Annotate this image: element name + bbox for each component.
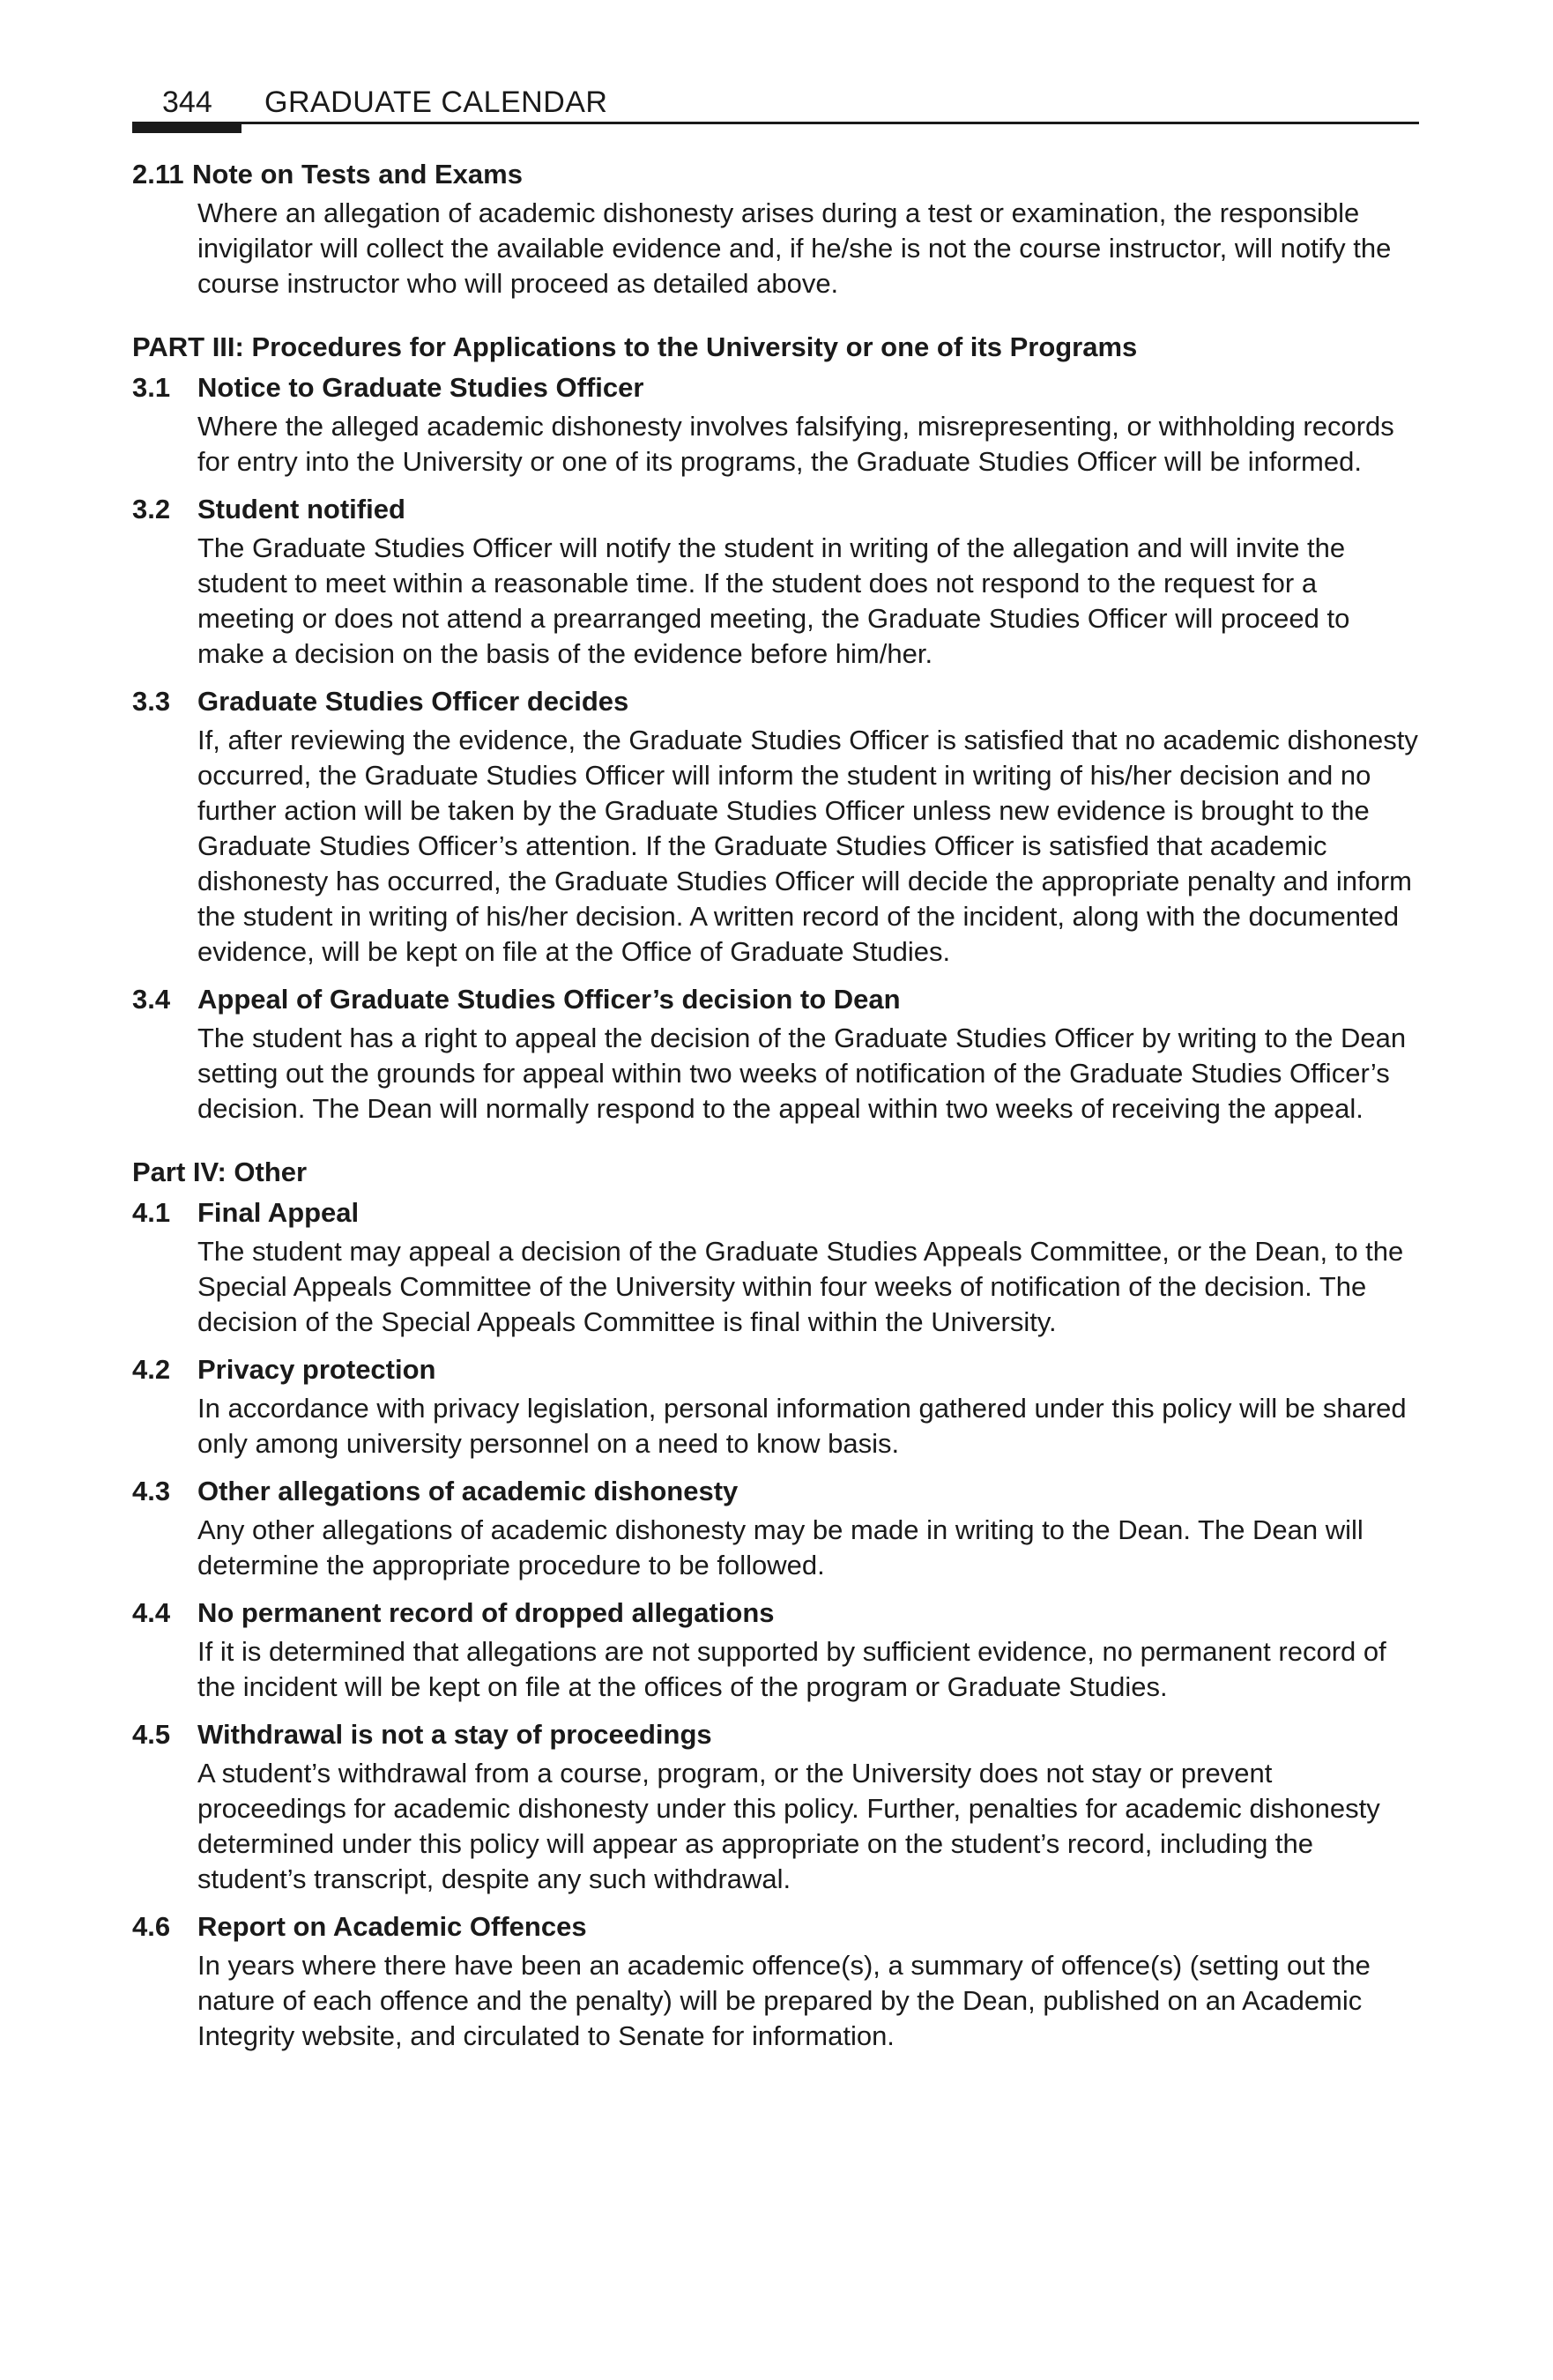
section-heading [132, 370, 1419, 405]
section-4-4 [132, 1595, 1419, 1705]
section-title: Graduate Studies Officer decides [197, 686, 629, 717]
section-3-3 [132, 684, 1419, 970]
section-number: 4.2 [132, 1354, 171, 1385]
section-title: Note on Tests and Exams [192, 159, 523, 190]
section-heading [132, 1352, 1419, 1387]
section-heading [132, 157, 1419, 192]
section-4-5 [132, 1717, 1419, 1897]
header-tab-bar [132, 124, 241, 133]
section-number: 3.2 [132, 494, 171, 524]
section-title: Final Appeal [197, 1197, 360, 1228]
section-body: Any other allegations of academic dishonesty may be made in writing to the Dean. The Dean will determine the appropriate procedure to be followed. [197, 1514, 1364, 1580]
section-3-4 [132, 982, 1419, 1127]
section-body: If it is determined that allegations are not supported by sufficient evidence, no permanent record of the incident will be kept on file at the offices of the program or Graduate Studies. [197, 1636, 1386, 1702]
section-title: Withdrawal is not a stay of proceedings [197, 1719, 712, 1750]
section-body: In years where there have been an academic offence(s), a summary of offence(s) (setting out the nature of each offence and the penalty) will be prepared by the Dean, published on an Academic Integrity website, and circulated to Senate for information. [197, 1950, 1371, 2051]
section-heading [132, 684, 1419, 719]
section-title: Report on Academic Offences [197, 1911, 587, 1942]
section-number: 3.1 [132, 372, 171, 403]
section-number: 4.4 [132, 1597, 171, 1628]
section-body: In accordance with privacy legislation, personal information gathered under this policy will be shared only among university personnel on a need to know basis. [197, 1393, 1407, 1459]
section-heading [132, 1195, 1419, 1231]
section-number: 3.4 [132, 984, 171, 1015]
section-2-11 [132, 157, 1419, 301]
page-number: 344 [162, 86, 212, 119]
section-heading [132, 1595, 1419, 1631]
section-heading [132, 982, 1419, 1017]
section-number: 3.3 [132, 686, 171, 717]
spacer [132, 314, 1419, 330]
section-4-3 [132, 1474, 1419, 1583]
section-title: No permanent record of dropped allegations [197, 1597, 775, 1628]
section-body: Where the alleged academic dishonesty involves falsifying, misrepresenting, or withholding records for entry into the University or one of its programs, the Graduate Studies Officer will be informed. [197, 411, 1394, 477]
section-body: A student’s withdrawal from a course, program, or the University does not stay or prevent proceedings for academic dishonesty under this policy. Further, penalties for academic dishonesty determined under this policy will appear as appropriate on the student’s record, including the student’s transcript, despite any such withdrawal. [197, 1758, 1380, 1894]
section-3-2 [132, 492, 1419, 672]
section-4-1 [132, 1195, 1419, 1340]
document-body [132, 157, 1419, 2066]
part-4-heading: Part IV: Other [132, 1157, 308, 1187]
calendar-title: GRADUATE CALENDAR [264, 86, 608, 119]
section-number: 4.1 [132, 1197, 171, 1228]
section-number: 2.11 [132, 159, 184, 190]
section-title: Notice to Graduate Studies Officer [197, 372, 644, 403]
section-heading [132, 492, 1419, 527]
section-number: 4.6 [132, 1911, 171, 1942]
running-header [132, 81, 1419, 123]
spacer [132, 1139, 1419, 1155]
section-body: The Graduate Studies Officer will notify the student in writing of the allegation and will invite the student to meet within a reasonable time. If the student does not respond to the request for a meeting or does not attend a prearranged meeting, the Graduate Studies Officer will proceed to make a decision on the basis of the evidence before him/her. [197, 532, 1350, 669]
section-body: The student has a right to appeal the decision of the Graduate Studies Officer by writing to the Dean setting out the grounds for appeal within two weeks of notification of the Graduate Studies Officer’s decision. The Dean will normally respond to the appeal within two weeks of receiving the appeal. [197, 1023, 1407, 1124]
section-title: Privacy protection [197, 1354, 436, 1385]
section-number: 4.5 [132, 1719, 171, 1750]
section-heading [132, 1474, 1419, 1509]
section-3-1 [132, 370, 1419, 480]
section-title: Appeal of Graduate Studies Officer’s decision to Dean [197, 984, 901, 1015]
section-number: 4.3 [132, 1476, 171, 1506]
section-title: Student notified [197, 494, 405, 524]
header-rule [132, 122, 1419, 124]
section-title: Other allegations of academic dishonesty [197, 1476, 739, 1506]
section-4-6 [132, 1909, 1419, 2054]
section-body: Where an allegation of academic dishonesty arises during a test or examination, the responsible invigilator will collect the available evidence and, if he/she is not the course instructor, will notify the course instructor who will proceed as detailed above. [197, 197, 1392, 299]
section-heading [132, 1909, 1419, 1945]
part-3-heading: PART III: Procedures for Applications to the University or one of its Programs [132, 331, 1138, 362]
section-body: The student may appeal a decision of the Graduate Studies Appeals Committee, or the Dean, to the Special Appeals Committee of the University within four weeks of notification of the decision. The decision of the Special Appeals Committee is final within the University. [197, 1236, 1404, 1337]
section-4-2 [132, 1352, 1419, 1461]
section-body: If, after reviewing the evidence, the Graduate Studies Officer is satisfied that no academic dishonesty occurred, the Graduate Studies Officer will inform the student in writing of his/her decision and no further action will be taken by the Graduate Studies Officer unless new evidence is brought to the Graduate Studies Officer’s attention. If the Graduate Studies Officer is satisfied that academic dishonesty has occurred, the Graduate Studies Officer will decide the appropriate penalty and inform the student in writing of his/her decision. A written record of the incident, along with the documented evidence, will be kept on file at the Office of Graduate Studies. [197, 725, 1418, 967]
section-heading [132, 1717, 1419, 1752]
